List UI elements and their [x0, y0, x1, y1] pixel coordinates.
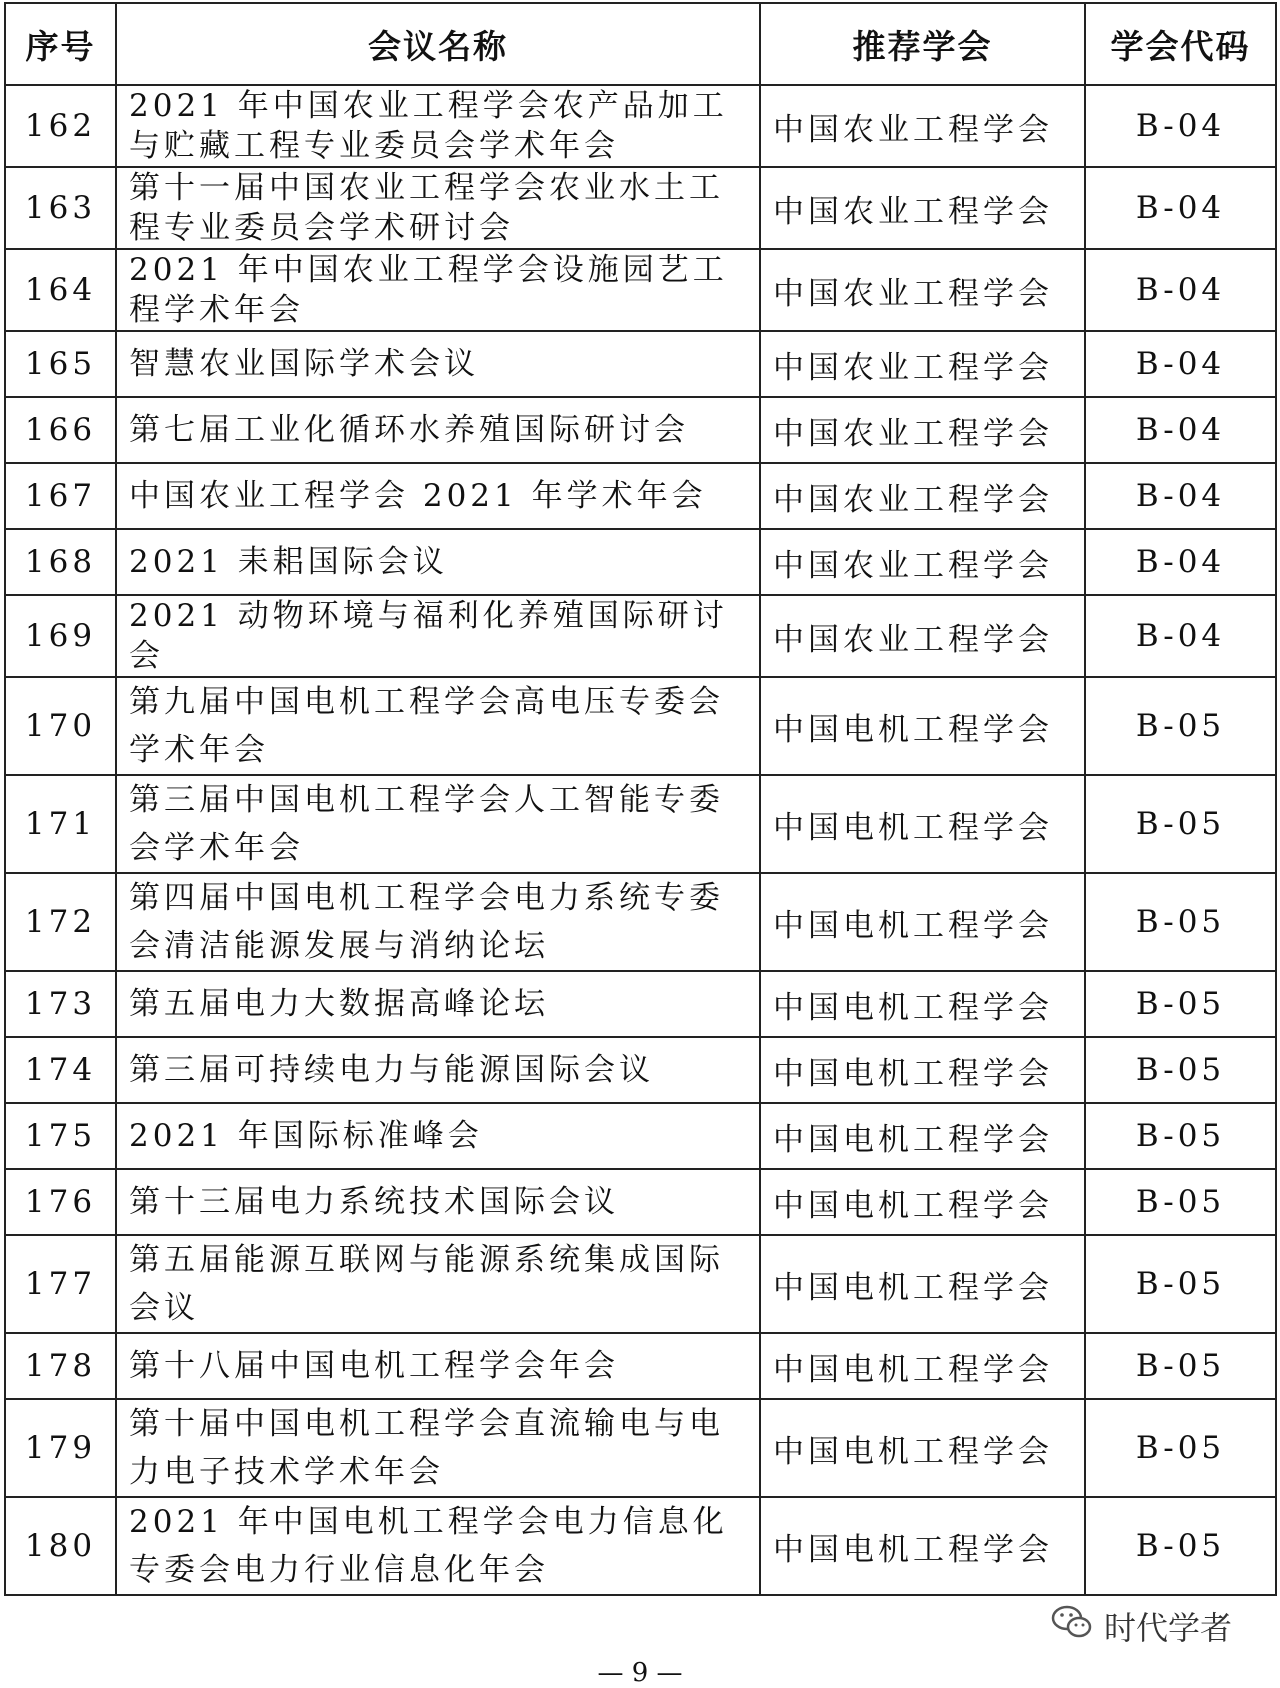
header-name: 会议名称	[116, 3, 760, 85]
row-name: 中国农业工程学会 2021 年学术年会	[116, 463, 760, 529]
row-seq: 179	[5, 1399, 116, 1497]
row-seq: 171	[5, 775, 116, 873]
row-seq: 165	[5, 331, 116, 397]
table-row	[5, 595, 1276, 677]
row-name: 第十一届中国农业工程学会农业水土工程专业委员会学术研讨会	[116, 167, 760, 249]
row-name: 2021 年中国电机工程学会电力信息化专委会电力行业信息化年会	[116, 1497, 760, 1595]
row-code: B-05	[1085, 1333, 1276, 1399]
row-society: 中国电机工程学会	[760, 971, 1085, 1037]
table-row	[5, 971, 1276, 1037]
table-row	[5, 677, 1276, 775]
row-seq: 163	[5, 167, 116, 249]
row-society: 中国电机工程学会	[760, 1497, 1085, 1595]
row-society: 中国电机工程学会	[760, 677, 1085, 775]
row-code: B-04	[1085, 85, 1276, 167]
row-name: 2021 年中国农业工程学会农产品加工与贮藏工程专业委员会学术年会	[116, 85, 760, 167]
row-society: 中国电机工程学会	[760, 1333, 1085, 1399]
row-code: B-04	[1085, 529, 1276, 595]
row-seq: 169	[5, 595, 116, 677]
row-seq: 174	[5, 1037, 116, 1103]
row-name: 第五届电力大数据高峰论坛	[116, 971, 760, 1037]
row-seq: 167	[5, 463, 116, 529]
row-society: 中国电机工程学会	[760, 775, 1085, 873]
row-code: B-04	[1085, 397, 1276, 463]
row-seq: 162	[5, 85, 116, 167]
row-code: B-05	[1085, 775, 1276, 873]
header-society: 推荐学会	[760, 3, 1085, 85]
row-code: B-05	[1085, 1169, 1276, 1235]
row-code: B-04	[1085, 167, 1276, 249]
table-row	[5, 1037, 1276, 1103]
table-row	[5, 1169, 1276, 1235]
row-code: B-05	[1085, 1399, 1276, 1497]
table-header-row	[5, 3, 1276, 85]
row-society: 中国农业工程学会	[760, 595, 1085, 677]
row-seq: 172	[5, 873, 116, 971]
row-name: 第七届工业化循环水养殖国际研讨会	[116, 397, 760, 463]
table-row	[5, 529, 1276, 595]
row-name: 第十届中国电机工程学会直流输电与电力电子技术学术年会	[116, 1399, 760, 1497]
row-seq: 164	[5, 249, 116, 331]
row-code: B-04	[1085, 331, 1276, 397]
row-society: 中国电机工程学会	[760, 873, 1085, 971]
row-society: 中国农业工程学会	[760, 249, 1085, 331]
row-society: 中国农业工程学会	[760, 331, 1085, 397]
table-row	[5, 1333, 1276, 1399]
row-name: 智慧农业国际学术会议	[116, 331, 760, 397]
row-society: 中国农业工程学会	[760, 463, 1085, 529]
row-seq: 170	[5, 677, 116, 775]
row-seq: 176	[5, 1169, 116, 1235]
row-society: 中国农业工程学会	[760, 397, 1085, 463]
wechat-icon	[1050, 1602, 1094, 1650]
row-code: B-05	[1085, 1235, 1276, 1333]
watermark	[1050, 1604, 1232, 1648]
row-name: 2021 动物环境与福利化养殖国际研讨会	[116, 595, 760, 677]
row-society: 中国农业工程学会	[760, 167, 1085, 249]
row-seq: 175	[5, 1103, 116, 1169]
row-society: 中国电机工程学会	[760, 1235, 1085, 1333]
page-number: — 9 —	[597, 1658, 683, 1688]
row-code: B-05	[1085, 1497, 1276, 1595]
header-code: 学会代码	[1085, 3, 1276, 85]
row-name: 2021 年中国农业工程学会设施园艺工程学术年会	[116, 249, 760, 331]
table-row	[5, 397, 1276, 463]
row-seq: 180	[5, 1497, 116, 1595]
row-society: 中国电机工程学会	[760, 1399, 1085, 1497]
row-name: 第五届能源互联网与能源系统集成国际会议	[116, 1235, 760, 1333]
table-row	[5, 1235, 1276, 1333]
header-seq: 序号	[5, 3, 116, 85]
row-seq: 177	[5, 1235, 116, 1333]
row-name: 2021 耒耜国际会议	[116, 529, 760, 595]
row-seq: 178	[5, 1333, 116, 1399]
watermark-text: 时代学者	[1103, 1609, 1232, 1647]
conference-table	[4, 2, 1277, 1596]
row-society: 中国农业工程学会	[760, 85, 1085, 167]
table-row	[5, 1497, 1276, 1595]
table-row	[5, 1103, 1276, 1169]
row-code: B-04	[1085, 595, 1276, 677]
table-row	[5, 873, 1276, 971]
row-name: 第九届中国电机工程学会高电压专委会学术年会	[116, 677, 760, 775]
table-row	[5, 463, 1276, 529]
table-row	[5, 85, 1276, 167]
row-code: B-05	[1085, 873, 1276, 971]
row-society: 中国农业工程学会	[760, 529, 1085, 595]
table-row	[5, 1399, 1276, 1497]
row-code: B-04	[1085, 463, 1276, 529]
row-name: 第十三届电力系统技术国际会议	[116, 1169, 760, 1235]
row-name: 第十八届中国电机工程学会年会	[116, 1333, 760, 1399]
row-name: 第三届可持续电力与能源国际会议	[116, 1037, 760, 1103]
row-code: B-05	[1085, 677, 1276, 775]
row-code: B-05	[1085, 1103, 1276, 1169]
table-row	[5, 167, 1276, 249]
row-society: 中国电机工程学会	[760, 1037, 1085, 1103]
row-name: 第四届中国电机工程学会电力系统专委会清洁能源发展与消纳论坛	[116, 873, 760, 971]
row-code: B-05	[1085, 971, 1276, 1037]
row-code: B-05	[1085, 1037, 1276, 1103]
row-seq: 173	[5, 971, 116, 1037]
table-row	[5, 775, 1276, 873]
row-name: 第三届中国电机工程学会人工智能专委会学术年会	[116, 775, 760, 873]
table-row	[5, 331, 1276, 397]
row-society: 中国电机工程学会	[760, 1169, 1085, 1235]
row-seq: 168	[5, 529, 116, 595]
row-seq: 166	[5, 397, 116, 463]
row-name: 2021 年国际标准峰会	[116, 1103, 760, 1169]
row-society: 中国电机工程学会	[760, 1103, 1085, 1169]
row-code: B-04	[1085, 249, 1276, 331]
table-row	[5, 249, 1276, 331]
